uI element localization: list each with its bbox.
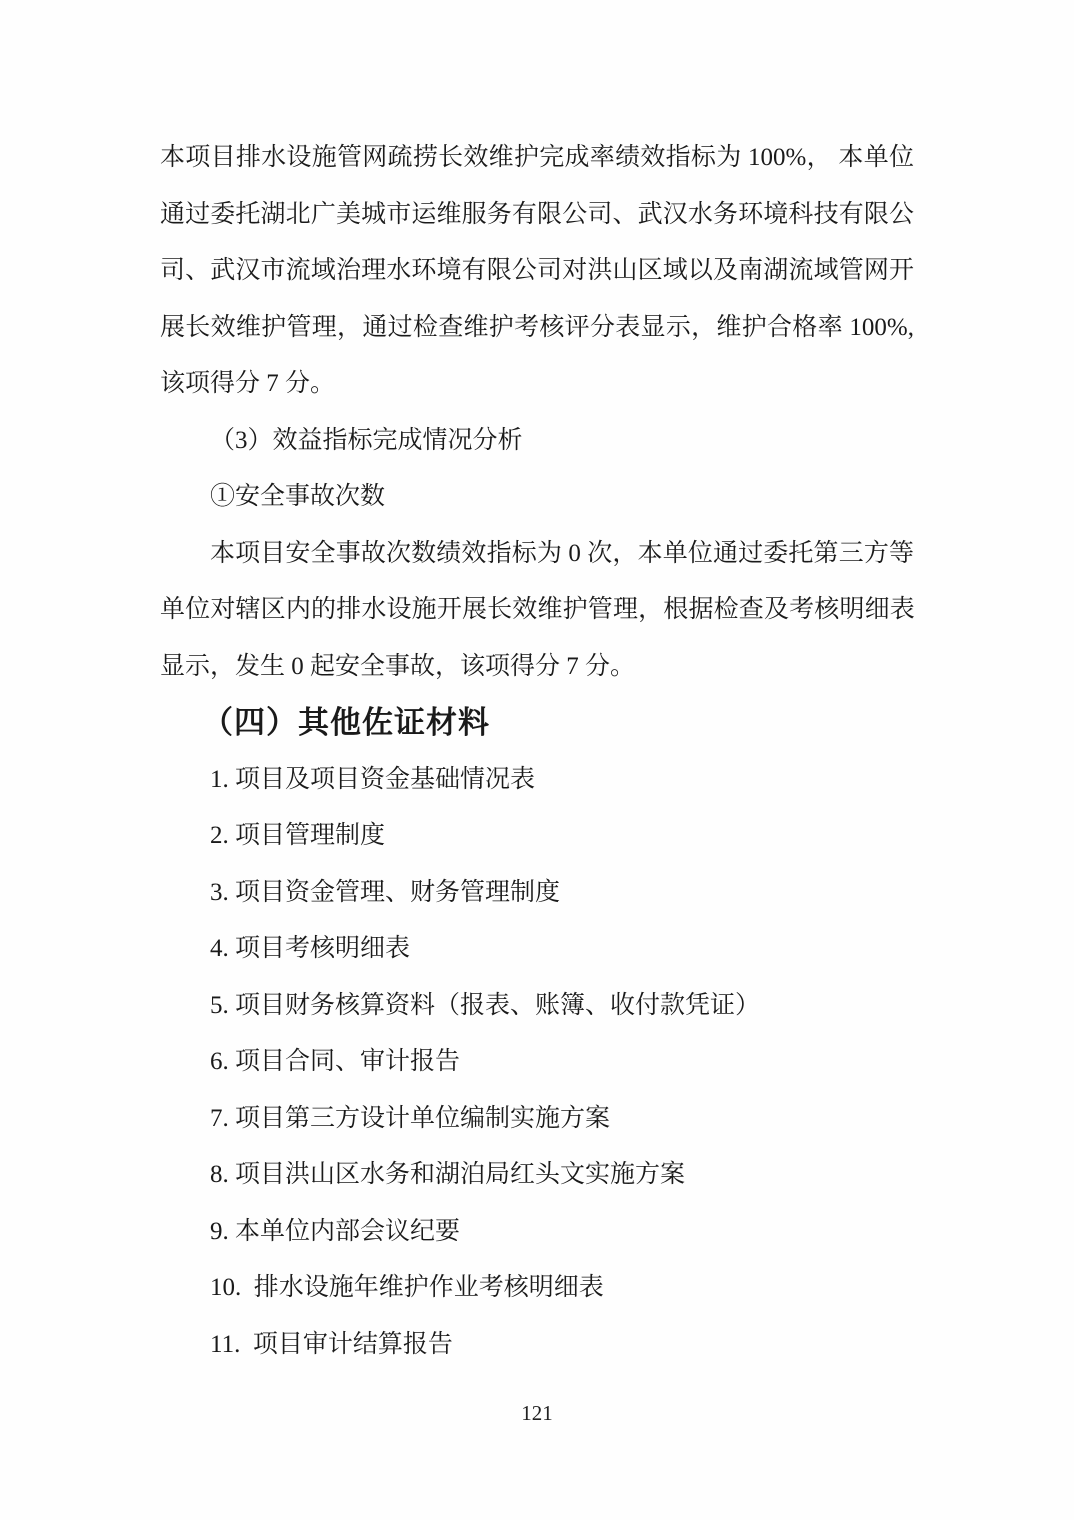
list-item: 7. 项目第三方设计单位编制实施方案 xyxy=(210,1104,611,1132)
list-item: 10. 排水设施年维护作业考核明细表 xyxy=(210,1274,604,1301)
subheading-safety-incidents: ①安全事故次数 xyxy=(210,483,386,510)
paragraph-line: 单位对辖区内的排水设施开展长效维护管理，根据检查及考核明细表 xyxy=(160,596,914,623)
paragraph-line: 该项得分 7 分。 xyxy=(160,370,336,397)
page-number: 121 xyxy=(521,1401,553,1425)
list-item: 1. 项目及项目资金基础情况表 xyxy=(210,765,536,793)
section-heading-other-supporting-materials: （四）其他佐证材料 xyxy=(202,705,490,740)
paragraph-line: 本项目安全事故次数绩效指标为 0 次，本单位通过委托第三方等 xyxy=(210,539,914,567)
list-item: 8. 项目洪山区水务和湖泊局红头文实施方案 xyxy=(210,1161,686,1188)
paragraph-line: 通过委托湖北广美城市运维服务有限公司、武汉水务环境科技有限公 xyxy=(160,200,914,228)
list-item: 3. 项目资金管理、财务管理制度 xyxy=(210,878,561,906)
subheading-benefit-indicators: （3）效益指标完成情况分析 xyxy=(210,426,523,454)
list-item: 2. 项目管理制度 xyxy=(210,822,386,849)
list-item: 11. 项目审计结算报告 xyxy=(210,1330,453,1358)
paragraph-line: 显示，发生 0 起安全事故，该项得分 7 分。 xyxy=(160,652,636,680)
paragraph-line: 本项目排水设施管网疏捞长效维护完成率绩效指标为 100%， 本单位 xyxy=(160,144,914,171)
list-item: 9. 本单位内部会议纪要 xyxy=(210,1217,461,1245)
paragraph-line: 司、武汉市流域治理水环境有限公司对洪山区域以及南湖流域管网开 xyxy=(160,257,914,284)
list-item: 6. 项目合同、审计报告 xyxy=(210,1048,461,1075)
list-item: 4. 项目考核明细表 xyxy=(210,935,411,962)
paragraph-line: 展长效维护管理，通过检查维护考核评分表显示，维护合格率 100%, xyxy=(160,313,914,341)
list-item: 5. 项目财务核算资料（报表、账簿、收付款凭证） xyxy=(210,991,761,1019)
document-body xyxy=(160,130,914,1373)
